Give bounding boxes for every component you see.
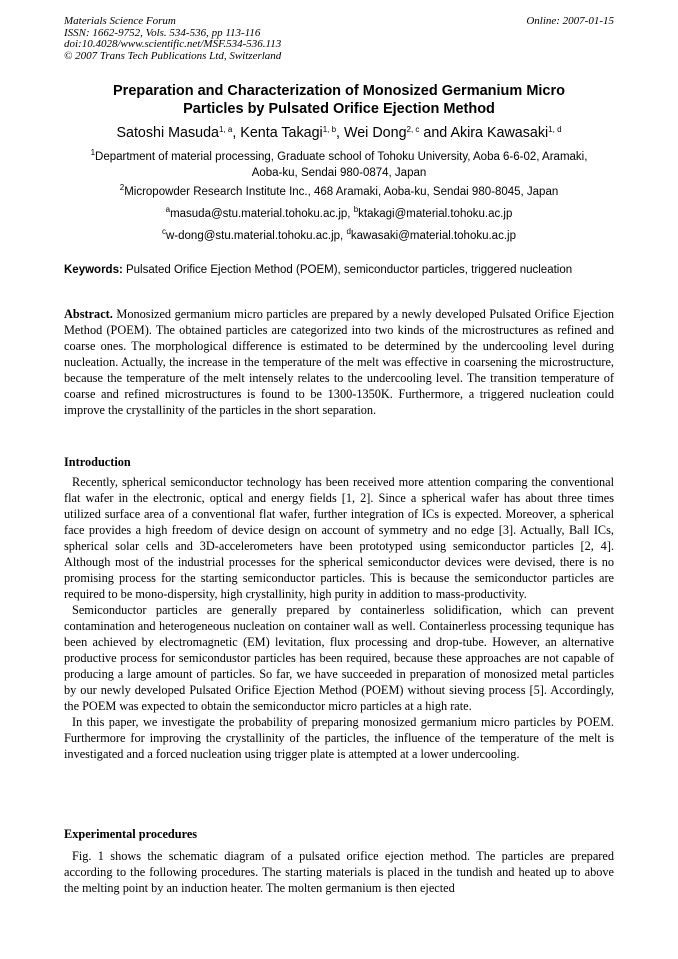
doi-line: doi:10.4028/www.scientific.net/MSF.534-536.113 bbox=[64, 38, 282, 50]
section-heading-experimental: Experimental procedures bbox=[64, 827, 198, 841]
email-line-1 bbox=[64, 206, 614, 222]
author-separator: , bbox=[336, 125, 344, 141]
author-affiliation-mark: 1, d bbox=[548, 125, 562, 134]
email-address[interactable]: ktakagi@material.tohoku.ac.jp bbox=[358, 208, 513, 220]
email-address[interactable]: w-dong@stu.material.tohoku.ac.jp bbox=[166, 230, 341, 242]
affiliation-1 bbox=[64, 149, 614, 181]
abstract-label: Abstract. bbox=[64, 307, 113, 321]
author-separator: and bbox=[419, 125, 451, 141]
abstract bbox=[64, 306, 614, 418]
title-line-2: Particles by Pulsated Orifice Ejection Method bbox=[183, 101, 495, 117]
affiliation-number: 2 bbox=[119, 183, 125, 192]
experimental-section bbox=[64, 848, 614, 896]
email-separator: , bbox=[340, 230, 347, 242]
author-affiliation-mark: 1, b bbox=[322, 125, 337, 134]
affiliation-2 bbox=[64, 184, 614, 200]
issn-line: ISSN: 1662-9752, Vols. 534-536, pp 113-116 bbox=[64, 26, 261, 39]
journal-header bbox=[64, 16, 281, 62]
author-name: Kenta Takagi bbox=[240, 125, 323, 141]
journal-name: Materials Science Forum bbox=[64, 15, 176, 27]
email-mark: d bbox=[346, 227, 351, 236]
affiliation-text: Micropowder Research Institute Inc., 468 Aramaki, Aoba-ku, Sendai 980-8045, Japan bbox=[124, 186, 559, 198]
email-separator: , bbox=[347, 208, 354, 220]
email-address[interactable]: kawasaki@material.tohoku.ac.jp bbox=[350, 230, 516, 242]
email-mark: c bbox=[162, 227, 166, 236]
email-mark: a bbox=[165, 205, 171, 214]
section-heading-introduction: Introduction bbox=[64, 455, 131, 469]
email-address[interactable]: masuda@stu.material.tohoku.ac.jp bbox=[170, 208, 348, 220]
author-name: Akira Kawasaki bbox=[450, 125, 549, 141]
introduction-section bbox=[64, 474, 614, 762]
author-list bbox=[64, 124, 614, 142]
title-line-1: Preparation and Characterization of Monosized Germanium Micro bbox=[113, 83, 565, 99]
email-mark: b bbox=[353, 205, 359, 214]
author-name: Satoshi Masuda bbox=[116, 125, 219, 141]
keywords-label: Keywords: bbox=[64, 264, 123, 276]
paragraph: Recently, spherical semiconductor technology has been received more attention comparing the conventional flat wafer in the electronic, optical and energy fields [1, 2]. Since a spherical wafer has about three times utilized surface area of a conventional flat wafer, further integration of ICs is expected. Moreover, a spherical face provides a high freedom of device design on account of symmetry and no edge [3]. Actually, Ball ICs, spherical solar cells and 3D-accelerometers have been prototyped using semiconductor particles [2, 4]. Although most of the industrial processes for the spherical semiconductor devices were devised, there is no promising process for the starting semiconductor particles. This is because the semiconductor particles are required to be mono-dispersity, high crystallinity, high purity in addition to mass-productivity. bbox=[64, 475, 614, 601]
online-date: Online: 2007-01-15 bbox=[526, 15, 614, 27]
paragraph: Fig. 1 shows the schematic diagram of a pulsated orifice ejection method. The particles are prepared according to the following procedures. The starting materials is placed in the tundish and heated up to above the melting point by an induction heater. The molten germanium is then ejected bbox=[64, 849, 614, 895]
author-separator: , bbox=[232, 125, 241, 141]
email-line-2 bbox=[64, 228, 614, 244]
affiliation-number: 1 bbox=[90, 148, 96, 157]
paper-title bbox=[64, 82, 614, 118]
author-affiliation-mark: 2, c bbox=[406, 125, 420, 134]
keywords-text: Pulsated Orifice Ejection Method (POEM), semiconductor particles, triggered nucleation bbox=[122, 264, 573, 276]
affiliation-text: Department of material processing, Graduate school of Tohoku University, Aoba 6-6-02, Aramaki, bbox=[95, 151, 588, 163]
author-name: Wei Dong bbox=[344, 125, 407, 141]
affiliation-text: Aoba-ku, Sendai 980-0874, Japan bbox=[251, 167, 427, 179]
copyright-line: © 2007 Trans Tech Publications Ltd, Switzerland bbox=[64, 49, 282, 62]
paragraph: In this paper, we investigate the probability of preparing monosized germanium micro particles by POEM. Furthermore for improving the crystallinity of the particles, the influence of the temperature of the melt is investigated and a forced nucleation using trigger plate is attempted at a lower undercooling. bbox=[64, 715, 614, 761]
paragraph: Semiconductor particles are generally prepared by containerless solidification, which can prevent contamination and heterogeneous nucleation on container wall as well. Containerless processing tequnique has been achieved by electromagnetic (EM) levitation, flux processing and drop-tube. However, an alternative productive process for semicondustor particles has been required, because these approaches are not capable of producing a large amount of particles. So far, we have succeeded in preparation of monosized metal particles by our newly developed Pulsated Orifice Ejection Method (POEM) without sieving process [5]. Accordingly, the POEM was expected to obtain the semiconductor micro particles at a high rate. bbox=[64, 603, 614, 713]
abstract-text: Monosized germanium micro particles are prepared by a newly developed Pulsated Orifice Ejection Method (POEM). The obtained particles are categorized into two kinds of the microstructures as refined and coarse ones. The morphological difference is estimated to be determined by the undercooling level during nucleation. Actually, the increase in the temperature of the melt was effective in coarsening the microstructure, because the temperature of the melt intensely relates to the undercooling level. The transition temperature of coarse and refined microstructures is found to be 1300-1350K. Furthermore, a triggered nucleation could improve the crystallinity of the particles in the short separation. bbox=[64, 307, 614, 417]
author-affiliation-mark: 1, a bbox=[219, 125, 233, 134]
keywords bbox=[64, 263, 614, 279]
